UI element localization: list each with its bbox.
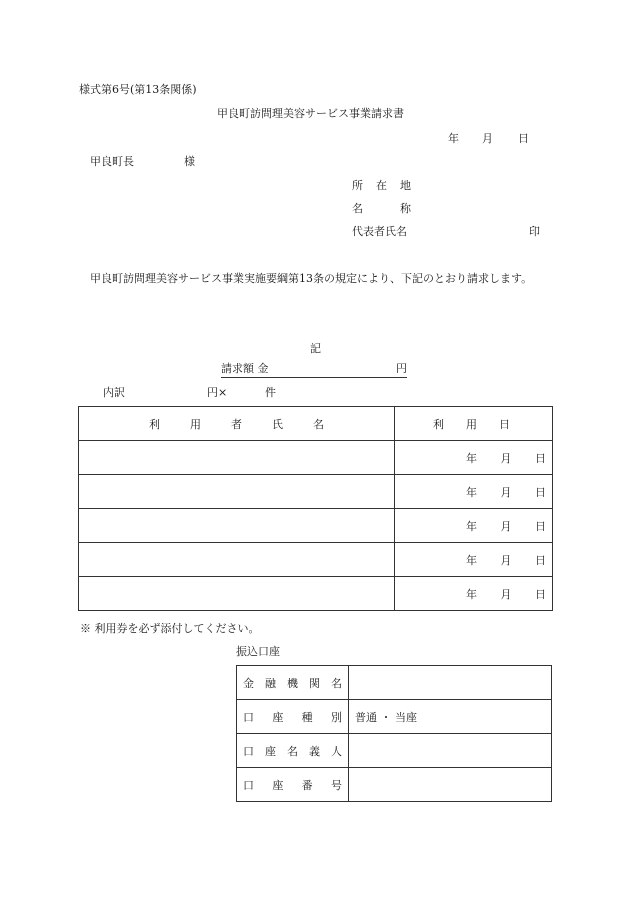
usage-date-cell[interactable]: 年 月 日 xyxy=(395,543,553,577)
user-name-cell[interactable] xyxy=(79,441,395,475)
bank-table xyxy=(236,665,552,802)
table-row xyxy=(79,509,553,543)
header-user-name: 利 用 者 氏 名 xyxy=(79,407,395,441)
table-row xyxy=(79,577,553,611)
bank-name-value[interactable] xyxy=(349,666,552,700)
address-label: 所 在 地 xyxy=(352,179,411,192)
table-row xyxy=(79,543,553,577)
usage-date-cell[interactable]: 年 月 日 xyxy=(395,509,553,543)
claim-amount-line xyxy=(221,362,407,378)
user-name-cell[interactable] xyxy=(79,509,395,543)
breakdown-yen-times: 円× xyxy=(207,386,228,399)
ki-heading: 記 xyxy=(310,342,321,355)
representative-label: 代表者氏名 xyxy=(352,225,407,238)
account-type-label: 口 座 種 別 xyxy=(237,700,349,734)
addressee-name: 甲良町長 xyxy=(90,155,134,168)
claim-label: 請求額 金 xyxy=(221,362,269,375)
date-day: 日 xyxy=(518,132,529,145)
usage-table xyxy=(78,406,553,611)
date-year: 年 xyxy=(448,132,459,145)
account-number-value[interactable] xyxy=(349,768,552,802)
account-holder-value[interactable] xyxy=(349,734,552,768)
addressee-honorific: 様 xyxy=(184,155,195,168)
bank-row xyxy=(237,666,552,700)
date-month: 月 xyxy=(482,132,493,145)
bank-row xyxy=(237,734,552,768)
form-number: 様式第6号(第13条関係) xyxy=(79,83,197,96)
seal-mark: 印 xyxy=(529,225,540,238)
user-name-cell[interactable] xyxy=(79,475,395,509)
attach-note: ※ 利用券を必ず添付してください。 xyxy=(80,622,260,635)
document-title: 甲良町訪問理美容サービス事業請求書 xyxy=(217,107,404,120)
account-number-label: 口 座 番 号 xyxy=(237,768,349,802)
name-label: 名 称 xyxy=(352,202,411,215)
account-type-value[interactable]: 普通 ・ 当座 xyxy=(349,700,552,734)
breakdown-label: 内訳 xyxy=(103,386,125,399)
user-name-cell[interactable] xyxy=(79,543,395,577)
bank-name-label: 金 融 機 関 名 xyxy=(237,666,349,700)
table-row xyxy=(79,475,553,509)
bank-row xyxy=(237,768,552,802)
usage-date-cell[interactable]: 年 月 日 xyxy=(395,577,553,611)
table-row xyxy=(79,441,553,475)
usage-table-header xyxy=(79,407,553,441)
claim-unit: 円 xyxy=(396,362,407,375)
bank-title: 振込口座 xyxy=(236,645,280,658)
breakdown-count: 件 xyxy=(265,386,276,399)
header-usage-date: 利 用 日 xyxy=(395,407,553,441)
usage-date-cell[interactable]: 年 月 日 xyxy=(395,475,553,509)
bank-row xyxy=(237,700,552,734)
user-name-cell[interactable] xyxy=(79,577,395,611)
request-text: 甲良町訪問理美容サービス事業実施要綱第13条の規定により、下記のとおり請求します。 xyxy=(90,272,533,285)
account-holder-label: 口 座 名 義 人 xyxy=(237,734,349,768)
usage-date-cell[interactable]: 年 月 日 xyxy=(395,441,553,475)
